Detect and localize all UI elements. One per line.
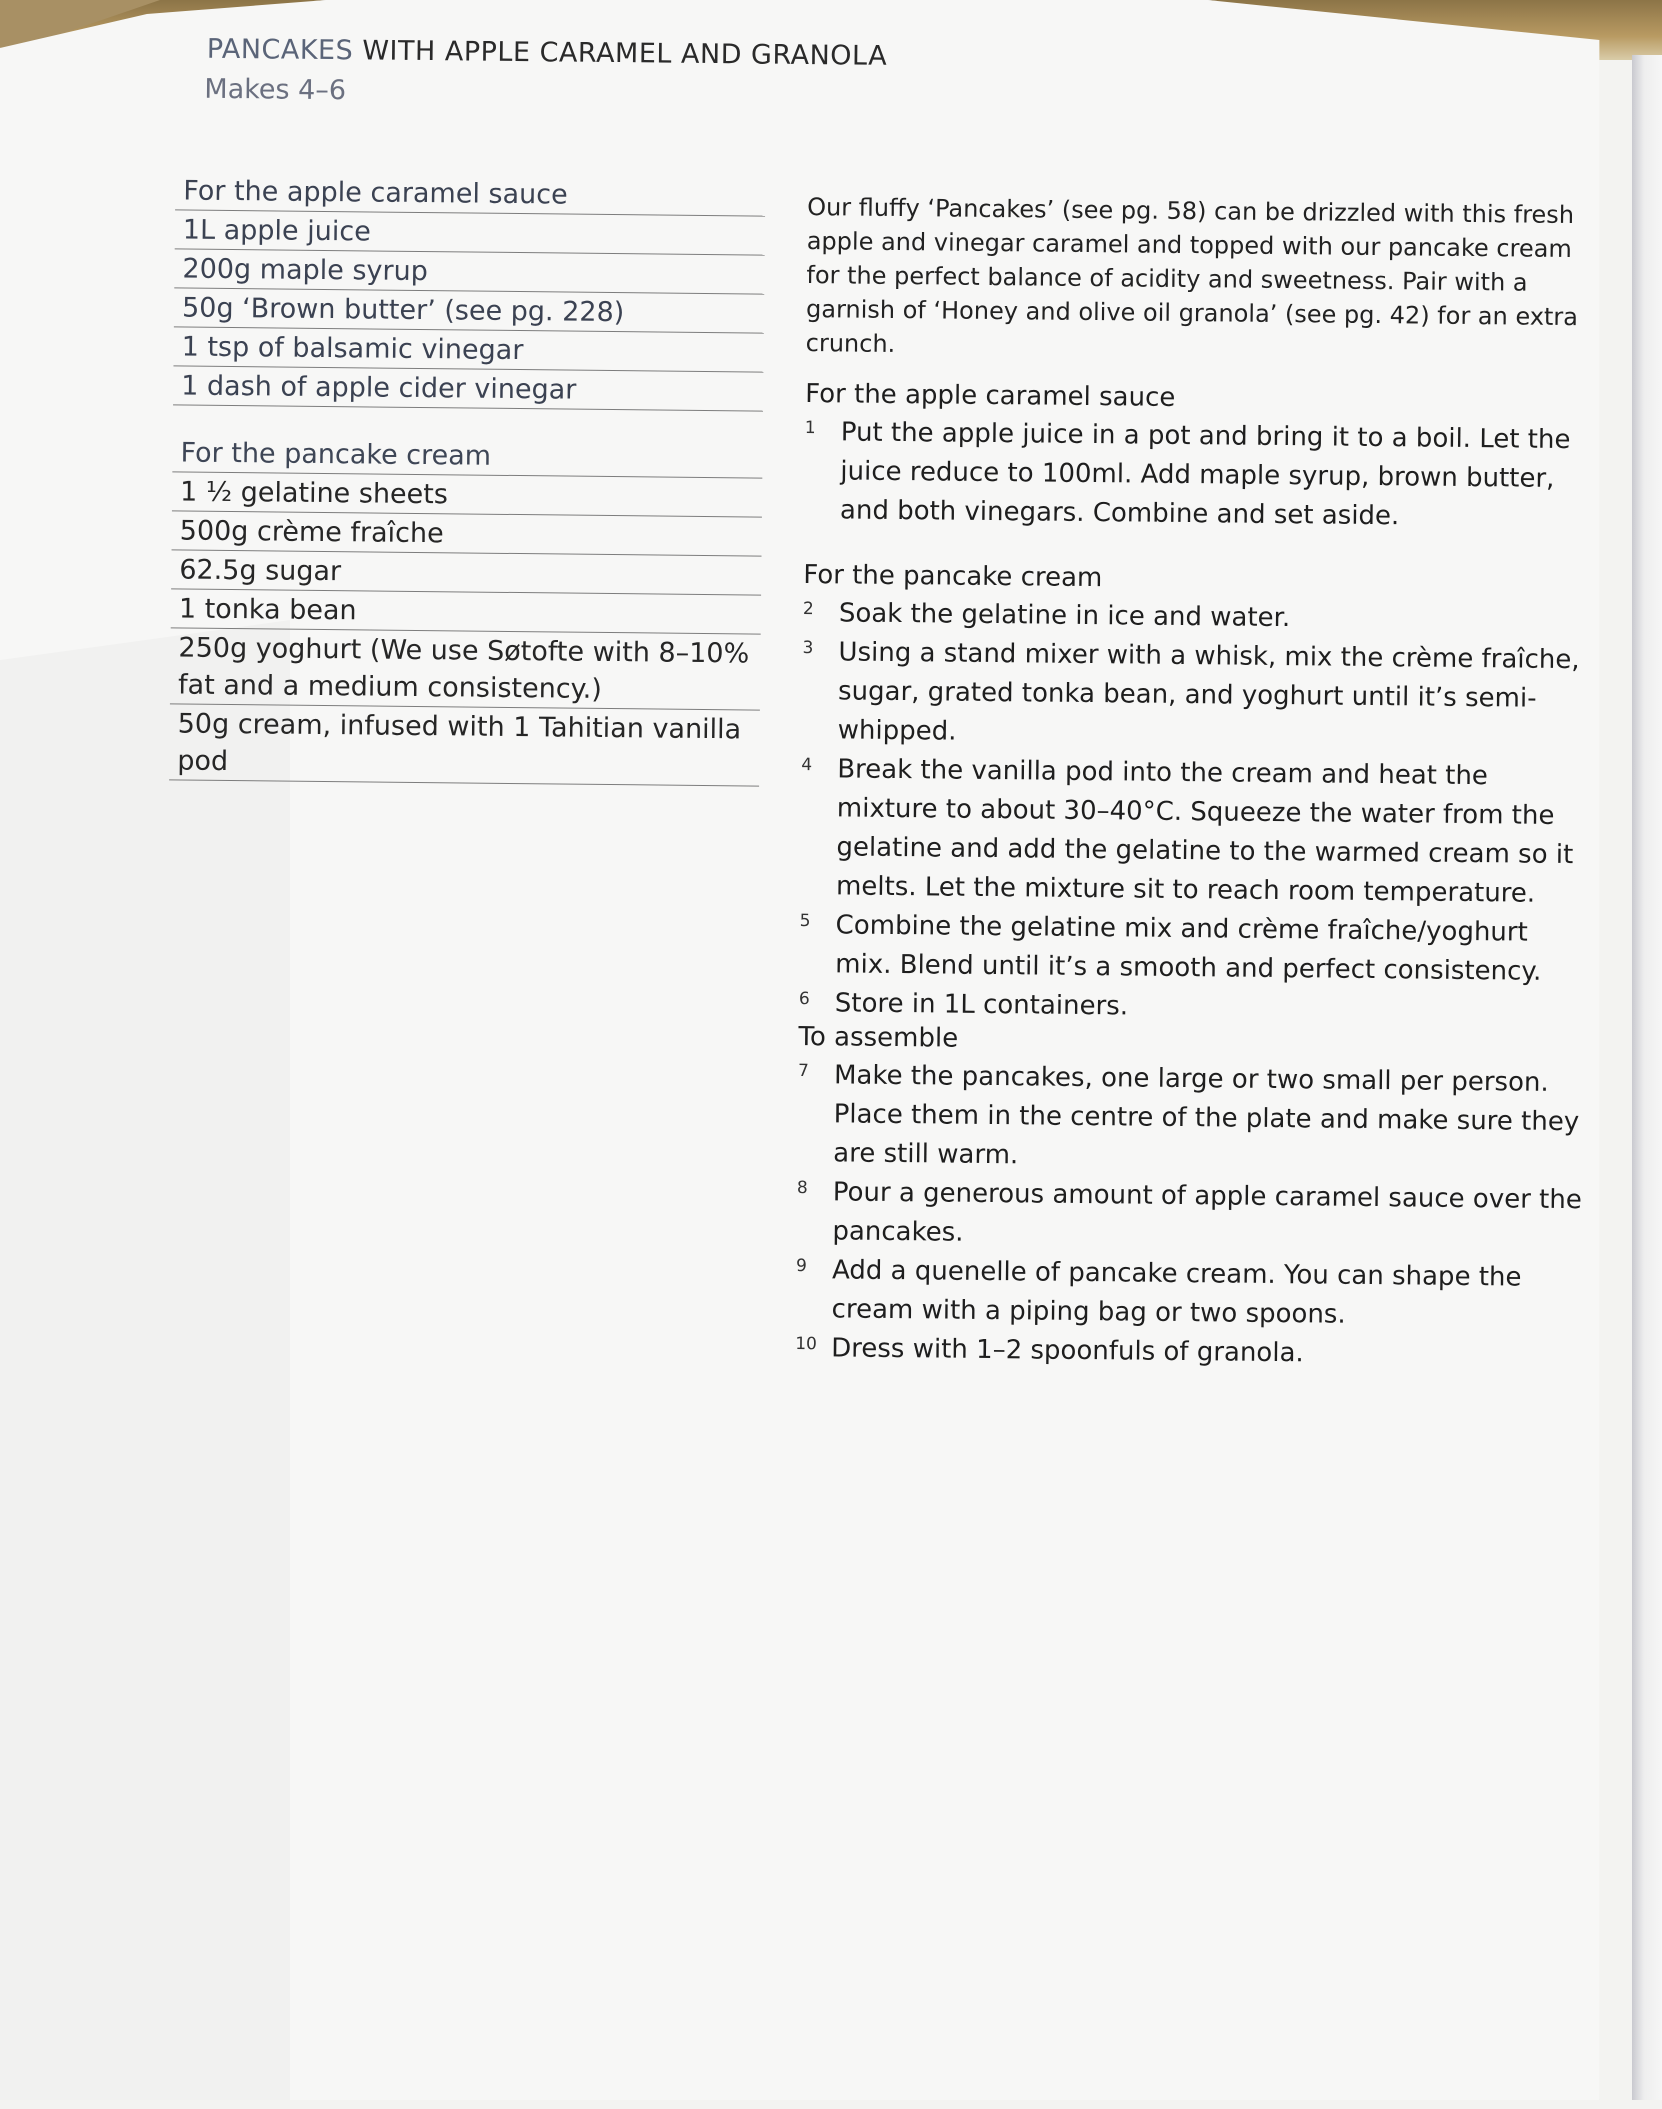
- recipe-yield: Makes 4–6: [204, 73, 347, 107]
- method-section-heading: For the pancake cream: [803, 560, 1103, 594]
- recipe-title-lead: PANCAKES: [206, 33, 354, 67]
- method-step: [796, 1173, 1587, 1259]
- step-text: Store in 1L containers.: [834, 988, 1129, 1022]
- step-text: Break the vanilla pod into the cream and heat the mixture to about 30–40°C. Squeeze the water from the gelatine and add the gelatine to the warmed cream so it melts. Let the mixture sit to reach room temperature.: [835, 754, 1574, 909]
- method-section-heading: To assemble: [798, 1022, 959, 1054]
- step-number: 7: [798, 1061, 810, 1082]
- method-section: [804, 375, 1596, 538]
- step-number: 2: [802, 599, 814, 620]
- step-number: 9: [795, 1255, 808, 1277]
- step-number: 1: [804, 418, 816, 439]
- method-step: [799, 906, 1590, 992]
- step-number: 10: [795, 1333, 818, 1355]
- ingredients-heading: For the apple caramel sauce: [175, 171, 765, 216]
- step-text: Add a quenelle of pancake cream. You can shape the cream with a piping bag or two spoons.: [831, 1255, 1522, 1330]
- step-text: Pour a generous amount of apple caramel sauce over the pancakes.: [832, 1177, 1582, 1248]
- ingredient-item: 1 ½ gelatine sheets: [172, 472, 762, 517]
- step-number: 5: [799, 911, 811, 932]
- ingredient-item: 1L apple juice: [175, 210, 765, 255]
- method-step: [804, 413, 1595, 538]
- step-number: 4: [801, 755, 813, 776]
- step-number: 8: [796, 1177, 808, 1199]
- method-step: [795, 1329, 1585, 1376]
- method-step: [801, 633, 1592, 758]
- ingredient-item: 250g yoghurt (We use Søtofte with 8–10% fat and a medium consistency.): [170, 628, 761, 710]
- step-number: 3: [802, 638, 814, 659]
- method-step: [800, 750, 1592, 914]
- ingredients-apple-caramel-sauce: [173, 171, 765, 411]
- step-text: Dress with 1–2 spoonfuls of granola.: [831, 1333, 1304, 1369]
- step-number: 6: [798, 989, 810, 1010]
- ingredient-item: 1 dash of apple cider vinegar: [173, 366, 763, 411]
- method-step: [795, 1251, 1586, 1337]
- ingredient-item: 1 tsp of balsamic vinegar: [173, 327, 763, 372]
- ingredient-item: 500g crème fraîche: [172, 511, 762, 556]
- ingredient-item: 50g ‘Brown butter’ (see pg. 228): [174, 288, 764, 333]
- method-step: [797, 1056, 1588, 1181]
- step-text: Make the pancakes, one large or two small per person. Place them in the centre of the plate and make sure they are still warm.: [833, 1060, 1580, 1171]
- recipe-intro: Our fluffy ‘Pancakes’ (see pg. 58) can be drizzled with this fresh apple and vinegar caramel and topped with our pancake cream for the perfect balance of acidity and sweetness. Pair with a garnish of ‘Honey and olive oil granola’ (see pg. 42) for an extra crunch.: [805, 193, 1579, 358]
- ingredient-item: 62.5g sugar: [171, 550, 761, 595]
- ingredients-pancake-cream: [169, 433, 763, 786]
- method-section: [795, 1018, 1589, 1376]
- step-text: Using a stand mixer with a whisk, mix the crème fraîche, sugar, grated tonka bean, and yoghurt until it’s semi-whipped.: [837, 637, 1580, 747]
- recipe-title-rest: WITH APPLE CARAMEL AND GRANOLA: [353, 35, 888, 72]
- ingredient-item: 200g maple syrup: [174, 249, 764, 294]
- ingredient-item: 50g cream, infused with 1 Tahitian vanilla pod: [169, 704, 760, 786]
- method-section-heading: For the apple caramel sauce: [805, 379, 1176, 413]
- step-text: Put the apple juice in a pot and bring it to a boil. Let the juice reduce to 100ml. Add maple syrup, brown butter, and both vinegars. Combine and set aside.: [839, 417, 1571, 532]
- ingredient-item: 1 tonka bean: [171, 589, 761, 634]
- step-text: Combine the gelatine mix and crème fraîche/yoghurt mix. Blend until it’s a smooth and perfect consistency.: [835, 910, 1542, 987]
- step-text: Soak the gelatine in ice and water.: [838, 598, 1291, 634]
- method-section: [799, 556, 1594, 1031]
- recipe-title: [207, 34, 888, 72]
- ingredients-heading: For the pancake cream: [172, 433, 762, 478]
